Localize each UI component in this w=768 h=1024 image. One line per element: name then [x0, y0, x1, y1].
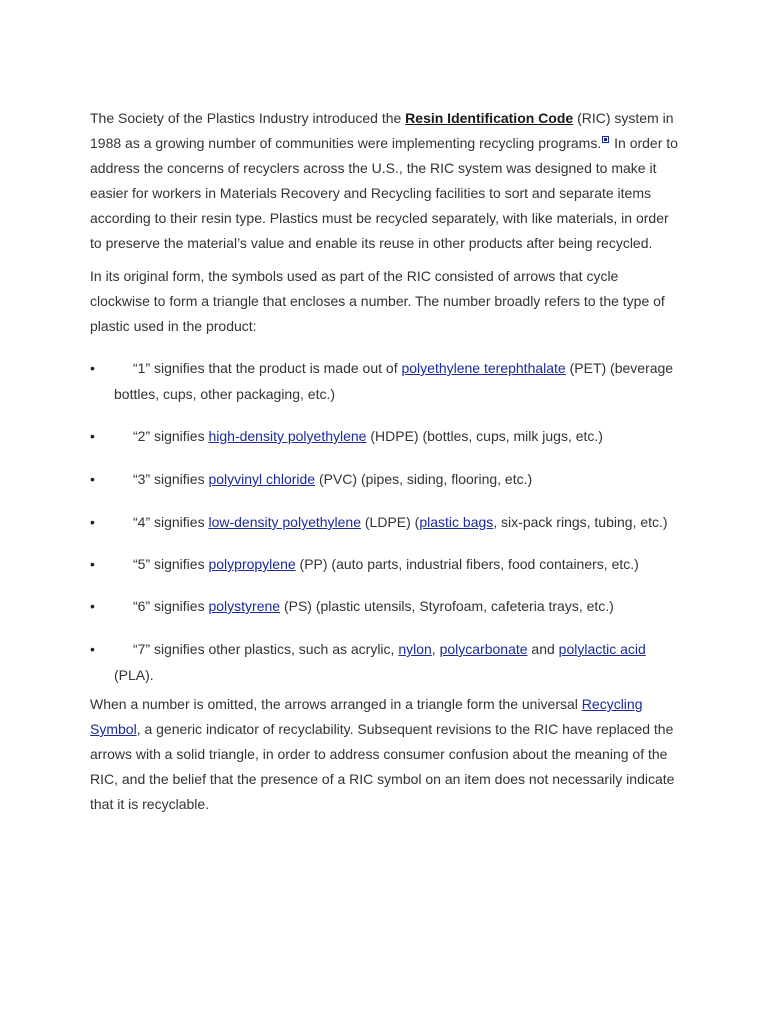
list-item-text: “5” signifies: [133, 556, 209, 572]
intro-text-3: In order to address the concerns of recyclers across the U.S., the RIC system was designed to make it easier for workers in Materials Recovery and Recycling facilities to sort and separate items according to their resin type. Plastics must be recycled separately, with like materials, in order to preserve the material’s value and enable its reuse in other products after being recycled.: [90, 135, 678, 251]
bullet: •: [90, 428, 95, 444]
bullet: •: [90, 360, 95, 376]
list-item-text: “2” signifies: [133, 428, 209, 444]
list-item-text: (PP) (auto parts, industrial fibers, food containers, etc.): [295, 556, 639, 572]
list-item-6: [90, 593, 680, 619]
list-item-text: “1” signifies that the product is made out of: [133, 360, 402, 376]
ric-link[interactable]: Resin Identification Code: [405, 110, 574, 126]
link-polystyrene[interactable]: polystyrene: [208, 598, 281, 614]
closing-text-2: , a generic indicator of recyclability. Subsequent revisions to the RIC have replaced the arrows with a solid triangle, in order to address consumer confusion about the meaning of the RIC, and the belief that the presence of a RIC symbol on an item does not necessarily indicate that it is recyclable.: [90, 721, 675, 812]
bullet: •: [90, 641, 95, 657]
list-item-text: “6” signifies: [133, 598, 209, 614]
list-item-text: (PVC) (pipes, siding, flooring, etc.): [315, 471, 533, 487]
link-polyvinyl-chloride[interactable]: polyvinyl chloride: [208, 471, 316, 487]
list-item-1: [90, 355, 680, 407]
link-polycarbonate[interactable]: polycarbonate: [439, 641, 528, 657]
list-item-5: [90, 551, 680, 577]
list-item-2: [90, 423, 680, 449]
list-item-4: [90, 509, 680, 535]
bullet: •: [90, 598, 95, 614]
bullet: •: [90, 471, 95, 487]
list-item-text: (PLA).: [114, 667, 154, 683]
list-item-text: (HDPE) (bottles, cups, milk jugs, etc.): [366, 428, 603, 444]
external-link-icon[interactable]: [602, 136, 609, 143]
link-polypropylene[interactable]: polypropylene: [208, 556, 296, 572]
list-item-text: “3” signifies: [133, 471, 209, 487]
list-item-text: “7” signifies other plastics, such as acrylic,: [133, 641, 399, 657]
link-high-density-polyethylene[interactable]: high-density polyethylene: [208, 428, 367, 444]
list-item-3: [90, 466, 680, 492]
intro-text-1: The Society of the Plastics Industry introduced the: [90, 110, 406, 126]
list-item-text: , six-pack rings, tubing, etc.): [493, 514, 668, 530]
link-low-density-polyethylene[interactable]: low-density polyethylene: [208, 514, 361, 530]
intro-text-2: (RIC) system in 1988 as a growing number of communities were implementing recycling programs.: [90, 110, 674, 151]
closing-paragraph: [90, 692, 680, 817]
bullet: •: [90, 556, 95, 572]
link-nylon[interactable]: nylon: [398, 641, 432, 657]
original-form-paragraph: In its original form, the symbols used as part of the RIC consisted of arrows that cycle clockwise to form a triangle that encloses a number. The number broadly refers to the type of plastic used in the product:: [90, 268, 665, 334]
link-polyethylene-terephthalate[interactable]: polyethylene terephthalate: [401, 360, 566, 376]
closing-text-1: When a number is omitted, the arrows arranged in a triangle form the universal: [90, 696, 582, 712]
link-plastic-bags[interactable]: plastic bags: [419, 514, 494, 530]
intro-paragraph: [90, 106, 680, 256]
document-body: [90, 106, 680, 817]
list-item-text: “4” signifies: [133, 514, 209, 530]
list-item-text: (PS) (plastic utensils, Styrofoam, cafeteria trays, etc.): [280, 598, 614, 614]
plastic-types-list: [90, 355, 680, 688]
link-polylactic-acid[interactable]: polylactic acid: [558, 641, 646, 657]
link-recycling-symbol[interactable]: Recycling Symbol: [90, 696, 643, 737]
list-item-text: and: [527, 641, 559, 657]
list-item-text: (PET) (beverage bottles, cups, other packaging, etc.): [114, 360, 674, 402]
list-item-7: [90, 636, 680, 688]
list-item-text: (LDPE) (: [361, 514, 420, 530]
bullet: •: [90, 514, 95, 530]
list-item-text: ,: [431, 641, 440, 657]
